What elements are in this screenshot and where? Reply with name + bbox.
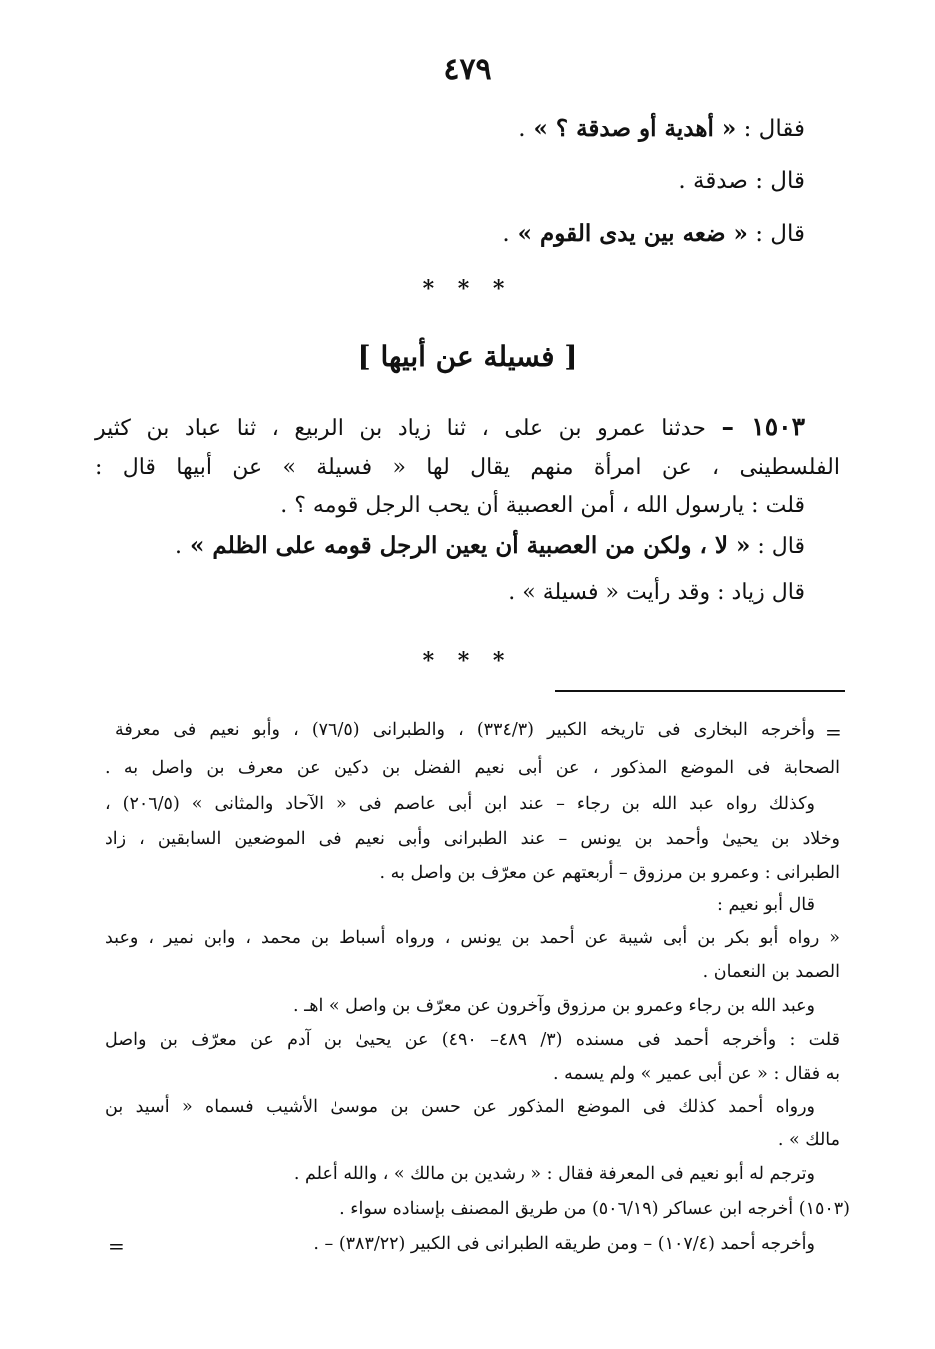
hadith-line-3: قلت : يارسول الله ، أمن العصبية أن يحب الرجل قومه ؟ . bbox=[280, 493, 805, 518]
footnote-line: وأخرجه البخارى فى تاريخه الكبير (٣٣٤/٣) ، والطبرانى (٧٦/٥) ، وأبو نعيم فى معرفة bbox=[115, 720, 815, 740]
footnote-line: الطبرانى : وعمرو بن مرزوق – أربعتهم عن معرّف بن واصل به . bbox=[379, 863, 840, 883]
footnote-line: الصمد بن النعمان . bbox=[702, 962, 840, 982]
hadith-line-4 bbox=[175, 532, 805, 559]
dialog-prefix: قال : صدقة . bbox=[678, 168, 805, 194]
separator-stars: * * * bbox=[422, 276, 513, 302]
footnote-line: ورواه أحمد كذلك فى الموضع المذكور عن حسن بن موسىٰ الأشيب فسماه « أسيد بن bbox=[105, 1097, 815, 1117]
section-title: [ فسيلة عن أبيها ] bbox=[357, 340, 578, 373]
footnote-line: قال أبو نعيم : bbox=[716, 895, 815, 915]
hadith-line-5: قال زياد : وقد رأيت « فسيلة » . bbox=[508, 580, 805, 605]
hadith-number: ١٥٠٣ – bbox=[721, 412, 805, 441]
hadith-prefix: قال : bbox=[750, 534, 805, 559]
dialog-quote: « ضعه بين يدى القوم » bbox=[509, 220, 748, 247]
dialog-prefix: قال : bbox=[747, 221, 805, 247]
dialog-suffix: . bbox=[502, 221, 510, 247]
footnote-line: « رواه أبو بكر بن أبى شيبة عن أحمد بن يونس ، ورواه أسباط بن محمد ، وابن نمير ، وعبد bbox=[105, 928, 840, 948]
separator-stars-2: * * * bbox=[422, 648, 513, 674]
footnote-rule bbox=[555, 690, 845, 692]
footnote-line: قلت : وأخرجه أحمد فى مسنده (٣/ ٤٨٩– ٤٩٠) عن يحيىٰ بن آدم عن معرّف بن واصل bbox=[105, 1030, 840, 1050]
hadith-line-2: الفلسطينى ، عن امرأة منهم يقال لها « فسيلة » عن أبيها قال : bbox=[95, 455, 840, 480]
footnote-line: وعبد الله بن رجاء وعمرو بن مرزوق وآخرون عن معرّف بن واصل » اهـ . bbox=[292, 996, 815, 1016]
continuation-mark: = bbox=[825, 720, 842, 744]
page-number: ٤٧٩ bbox=[443, 52, 492, 87]
dialog-line-3 bbox=[502, 220, 805, 247]
hadith-suffix: . bbox=[175, 534, 183, 559]
footnote-line: وترجم له أبو نعيم فى المعرفة فقال : « رشدين بن مالك » ، والله أعلم . bbox=[293, 1164, 815, 1184]
continuation-mark-bottom: = bbox=[108, 1234, 125, 1258]
hadith-line-1 bbox=[95, 412, 805, 441]
dialog-prefix: فقال : bbox=[736, 116, 805, 142]
hadith-isnad: حدثنا عمرو بن على ، ثنا زياد بن الربيع ، ثنا عباد بن كثير bbox=[95, 416, 706, 441]
hadith-quote: « لا ، ولكن من العصبية أن يعين الرجل قومه على الظلم » bbox=[182, 532, 751, 559]
footnote-line: وأخرجه أحمد (١٠٧/٤) – ومن طريقه الطبرانى فى الكبير (٣٨٣/٢٢) – . bbox=[313, 1234, 815, 1254]
footnote-line: مالك » . bbox=[777, 1130, 840, 1150]
dialog-line-1 bbox=[518, 115, 805, 142]
footnote-line: وخلاد بن يحيىٰ وأحمد بن يونس – عند الطبرانى وأبى نعيم فى الموضعين السابقين ، زاد bbox=[105, 829, 840, 849]
dialog-suffix: . bbox=[518, 116, 526, 142]
dialog-quote: « أهدية أو صدقة ؟ » bbox=[525, 115, 737, 142]
footnote-line: الصحابة فى الموضع المذكور ، عن أبى نعيم الفضل بن دكين عن معرف بن واصل به . bbox=[105, 758, 840, 778]
dialog-line-2 bbox=[678, 168, 805, 194]
footnote-line: وكذلك رواه عبد الله بن رجاء – عند ابن أبى عاصم فى « الآحاد والمثانى » (٢٠٦/٥) ، bbox=[105, 794, 815, 814]
footnote-line: به فقال : « عن أبى عمير » ولم يسمه . bbox=[552, 1064, 840, 1084]
footnote-line: (١٥٠٣) أخرجه ابن عساكر (٥٠٦/١٩) من طريق المصنف بإسناده سواء . bbox=[339, 1199, 850, 1219]
